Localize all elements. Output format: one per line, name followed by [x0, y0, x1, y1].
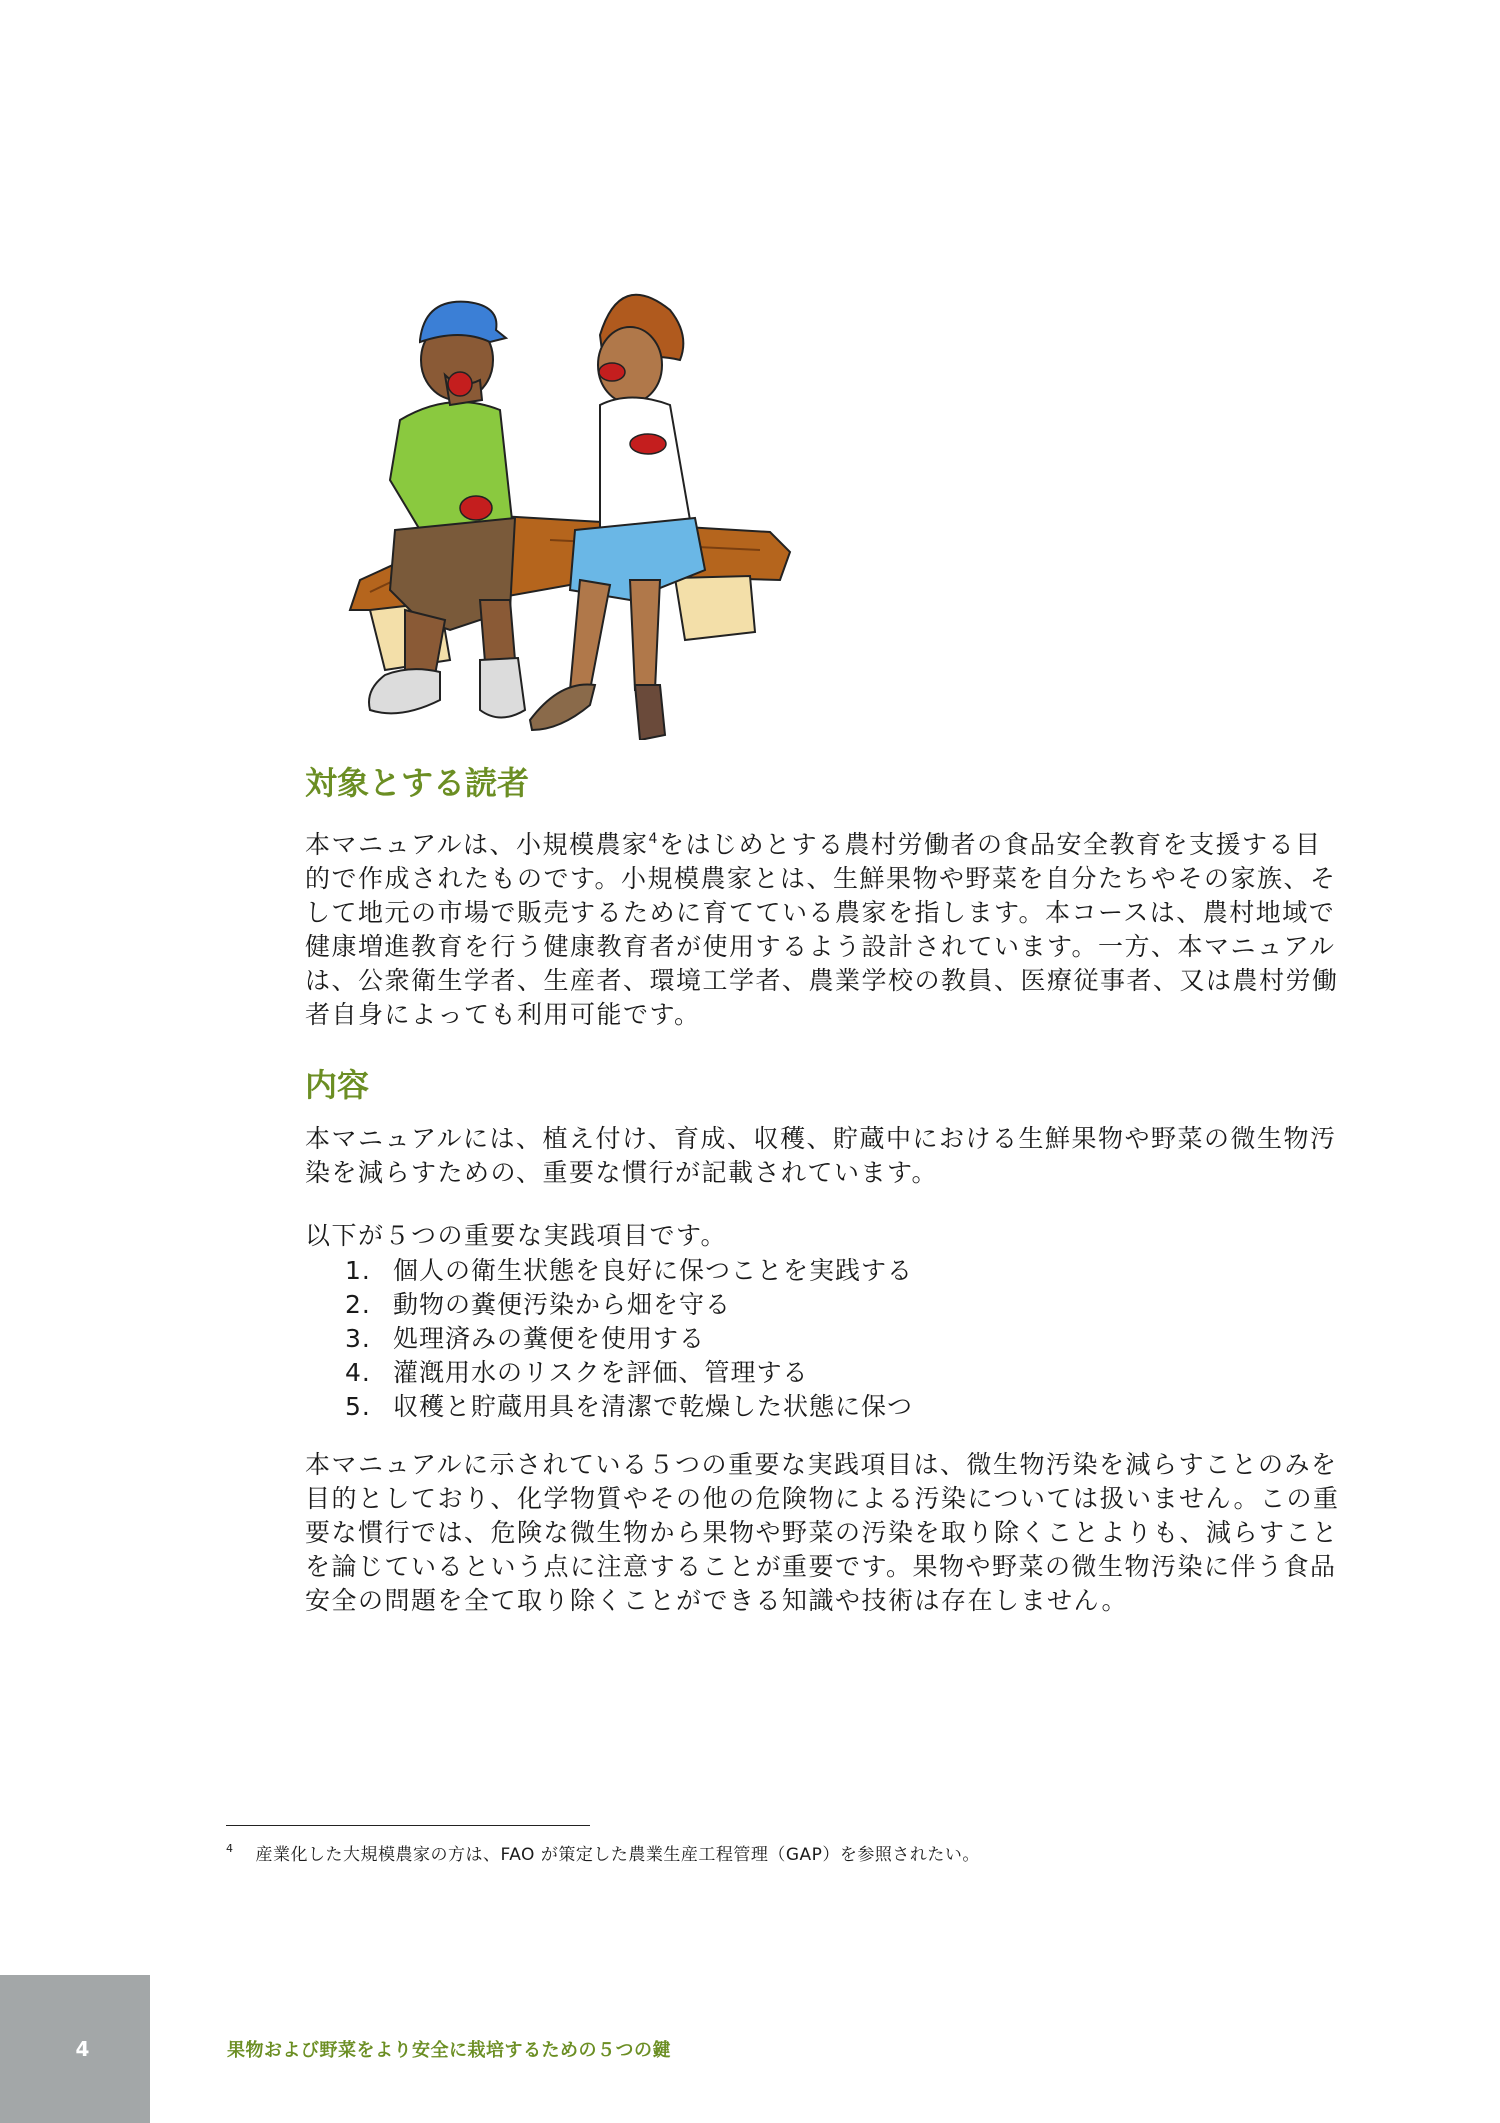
section-heading-audience: 対象とする読者: [305, 764, 530, 802]
contents-list-intro: 以下が５つの重要な実践項目です。: [305, 1221, 728, 1250]
page-number: 4: [75, 2037, 90, 2061]
practice-list: [345, 1254, 913, 1424]
footnote-mark: 4: [226, 1842, 234, 1855]
section-heading-contents: 内容: [305, 1066, 370, 1104]
people-on-bench-illustration: [300, 280, 800, 740]
audience-paragraph: [305, 822, 1345, 1032]
running-title: 果物および野菜をより安全に栽培するための５つの鍵: [227, 2040, 671, 2061]
audience-text-end: をはじめとする農村労働者の食品安全教育を支援する目的で作成されたものです。小規模農家とは、生鮮果物や野菜を自分たちやその家族、そして地元の市場で販売するために育てている農家を指します。本コースは、農村地域で健康増進教育を行う健康教育者が使用するよう設計されています。一方、本マニュアルは、公衆衛生学者、生産者、環境工学者、農業学校の教員、医療従事者、又は農村労働者自身によっても利用可能です。: [305, 830, 1339, 1029]
list-item: 4. 灌漑用水のリスクを評価、管理する: [345, 1358, 809, 1387]
contents-intro-paragraph: 本マニュアルには、植え付け、育成、収穫、貯蔵中における生鮮果物や野菜の微生物汚染を減らすための、重要な慣行が記載されています。: [305, 1124, 1337, 1187]
list-item: 1. 個人の衛生状態を良好に保つことを実践する: [345, 1256, 914, 1285]
audience-text-start: 本マニュアルは、小規模農家: [305, 830, 649, 859]
footnote-text: 産業化した大規模農家の方は、FAO が策定した農業生産工程管理（GAP）を参照されたい。: [255, 1845, 980, 1865]
footnote: [226, 1840, 980, 1865]
contents-closing-paragraph: 本マニュアルに示されている５つの重要な実践項目は、微生物汚染を減らすことのみを目的としており、化学物質やその他の危険物による汚染については扱いません。この重要な慣行では、危険な微生物から果物や野菜の汚染を取り除くことよりも、減らすことを論じているという点に注意することが重要です。果物や野菜の微生物汚染に伴う食品安全の問題を全て取り除くことができる知識や技術は存在しません。: [305, 1450, 1340, 1615]
list-item: 5. 収穫と貯蔵用具を清潔で乾燥した状態に保つ: [345, 1392, 914, 1421]
footnote-ref[interactable]: 4: [648, 831, 659, 847]
footnote-divider: [226, 1825, 590, 1826]
list-item: 2. 動物の糞便汚染から畑を守る: [345, 1290, 732, 1319]
girl-figure: [530, 295, 705, 740]
list-item: 3. 処理済みの糞便を使用する: [345, 1324, 706, 1353]
